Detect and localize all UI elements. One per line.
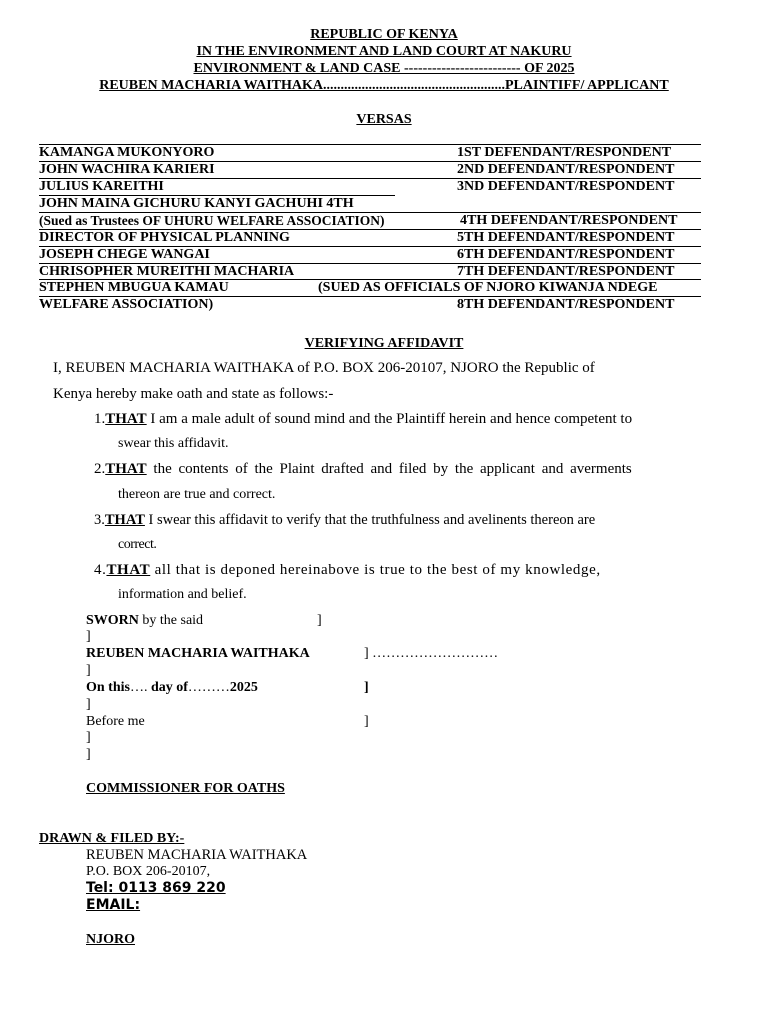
defendant-name: JULIUS KAREITHI	[39, 179, 164, 194]
filed-box: P.O. BOX 206-20107,	[86, 864, 211, 879]
intro-line: Kenya hereby make oath and state as follows:-	[53, 386, 334, 402]
defendant-row	[39, 279, 701, 295]
defendant-row	[39, 144, 701, 160]
point-line	[94, 410, 632, 428]
bracket: ]	[86, 747, 91, 762]
bracket: ]	[317, 613, 322, 628]
point-number: 3.	[94, 512, 105, 528]
defendant-row	[39, 296, 701, 312]
filed-tel: Tel: 0113 869 220	[86, 880, 226, 896]
defendant-row	[39, 212, 701, 228]
point-line: information and belief.	[118, 587, 247, 602]
date-text: On this	[86, 680, 130, 695]
defendant-role: 1ST DEFENDANT/RESPONDENT	[457, 145, 672, 160]
defendant-name: WELFARE ASSOCIATION)	[39, 297, 214, 312]
affidavit-title: VERIFYING AFFIDAVIT	[304, 336, 464, 351]
defendant-role: 8TH DEFENDANT/RESPONDENT	[457, 297, 675, 312]
point-text: I swear this affidavit to verify that the truthfulness and avelinents thereon are	[144, 512, 596, 528]
defendant-name: JOHN MAINA GICHURU KANYI GACHUHI 4TH	[39, 196, 354, 211]
defendant-name: (Sued as Trustees OF UHURU WELFARE ASSOCIATION)	[39, 213, 385, 228]
header-plaintiff: REUBEN MACHARIA WAITHAKA....................................................PLAINTIFF/ APPLICANT	[99, 78, 669, 93]
defendant-role: 3ND DEFENDANT/RESPONDENT	[457, 179, 675, 194]
signature-line: ] ………………………	[364, 646, 499, 661]
bracket: ]	[364, 714, 369, 729]
date-text: day of	[150, 680, 188, 695]
header-versus: VERSAS	[356, 112, 412, 127]
bracket: ]	[86, 663, 91, 678]
defendant-name: CHRISOPHER MUREITHI MACHARIA	[39, 264, 295, 279]
defendant-name: STEPHEN MBUGUA KAMAU	[39, 280, 229, 295]
date-year: 2025	[229, 680, 258, 695]
date-blank: ………	[187, 680, 230, 695]
defendant-role: 5TH DEFENDANT/RESPONDENT	[457, 230, 675, 245]
intro-line: I, REUBEN MACHARIA WAITHAKA of P.O. BOX 206-20107, NJORO the Republic of	[53, 360, 595, 376]
defendant-name: JOHN WACHIRA KARIERI	[39, 162, 215, 177]
point-text: the contents of the Plaint drafted and filed by the applicant and averments	[146, 461, 632, 477]
bracket: ]	[86, 730, 91, 745]
point-keyword: THAT	[105, 461, 147, 477]
before-me: Before me	[86, 714, 145, 729]
point-number: 4.	[94, 562, 107, 578]
point-line	[94, 460, 632, 478]
date-line	[86, 679, 258, 696]
date-blank: ….	[129, 680, 151, 695]
defendant-row	[39, 178, 701, 194]
deponent-name: REUBEN MACHARIA WAITHAKA	[86, 646, 310, 661]
defendant-row	[39, 195, 395, 211]
point-line	[94, 511, 595, 529]
filed-town: NJORO	[86, 932, 135, 947]
sworn-text: by the said	[138, 613, 204, 628]
defendant-row	[39, 161, 701, 177]
bracket: ]	[364, 680, 369, 695]
defendant-row	[39, 246, 701, 262]
point-text: all that is deponed hereinabove is true to the best of my knowledge,	[150, 562, 601, 578]
header-case: ENVIRONMENT & LAND CASE ------------------------- OF 2025	[193, 61, 575, 76]
defendant-row	[39, 229, 701, 245]
bracket: ]	[86, 697, 91, 712]
filed-heading: DRAWN & FILED BY:-	[39, 831, 185, 846]
defendant-name: KAMANGA MUKONYORO	[39, 145, 215, 160]
header-republic: REPUBLIC OF KENYA	[310, 27, 458, 42]
defendant-row	[39, 263, 701, 279]
defendant-role: 6TH DEFENDANT/RESPONDENT	[457, 247, 675, 262]
sworn-line	[86, 612, 203, 629]
defendant-role: 2ND DEFENDANT/RESPONDENT	[457, 162, 675, 177]
header-court: IN THE ENVIRONMENT AND LAND COURT AT NAKURU	[196, 44, 572, 59]
point-line: thereon are true and correct.	[118, 487, 276, 502]
defendant-name: DIRECTOR OF PHYSICAL PLANNING	[39, 230, 290, 245]
defendant-role: 7TH DEFENDANT/RESPONDENT	[457, 264, 675, 279]
filed-email: EMAIL:	[86, 897, 141, 913]
point-keyword: THAT	[106, 562, 151, 578]
point-line: swear this affidavit.	[118, 436, 229, 451]
bracket: ]	[86, 629, 91, 644]
point-line: correct.	[118, 537, 157, 552]
filed-name: REUBEN MACHARIA WAITHAKA	[86, 847, 308, 863]
defendant-name: JOSEPH CHEGE WANGAI	[39, 247, 210, 262]
defendant-role: 4TH DEFENDANT/RESPONDENT	[460, 213, 678, 228]
defendant-note: (SUED AS OFFICIALS OF NJORO KIWANJA NDEGE	[318, 280, 658, 295]
point-number: 2.	[94, 461, 106, 477]
commissioner-label: COMMISSIONER FOR OATHS	[86, 781, 285, 796]
point-keyword: THAT	[104, 512, 145, 528]
sworn-keyword: SWORN	[86, 613, 139, 628]
point-keyword: THAT	[105, 411, 147, 427]
point-text: I am a male adult of sound mind and the Plaintiff herein and hence competent to	[146, 411, 633, 427]
point-line	[94, 561, 601, 579]
point-number: 1.	[94, 411, 106, 427]
